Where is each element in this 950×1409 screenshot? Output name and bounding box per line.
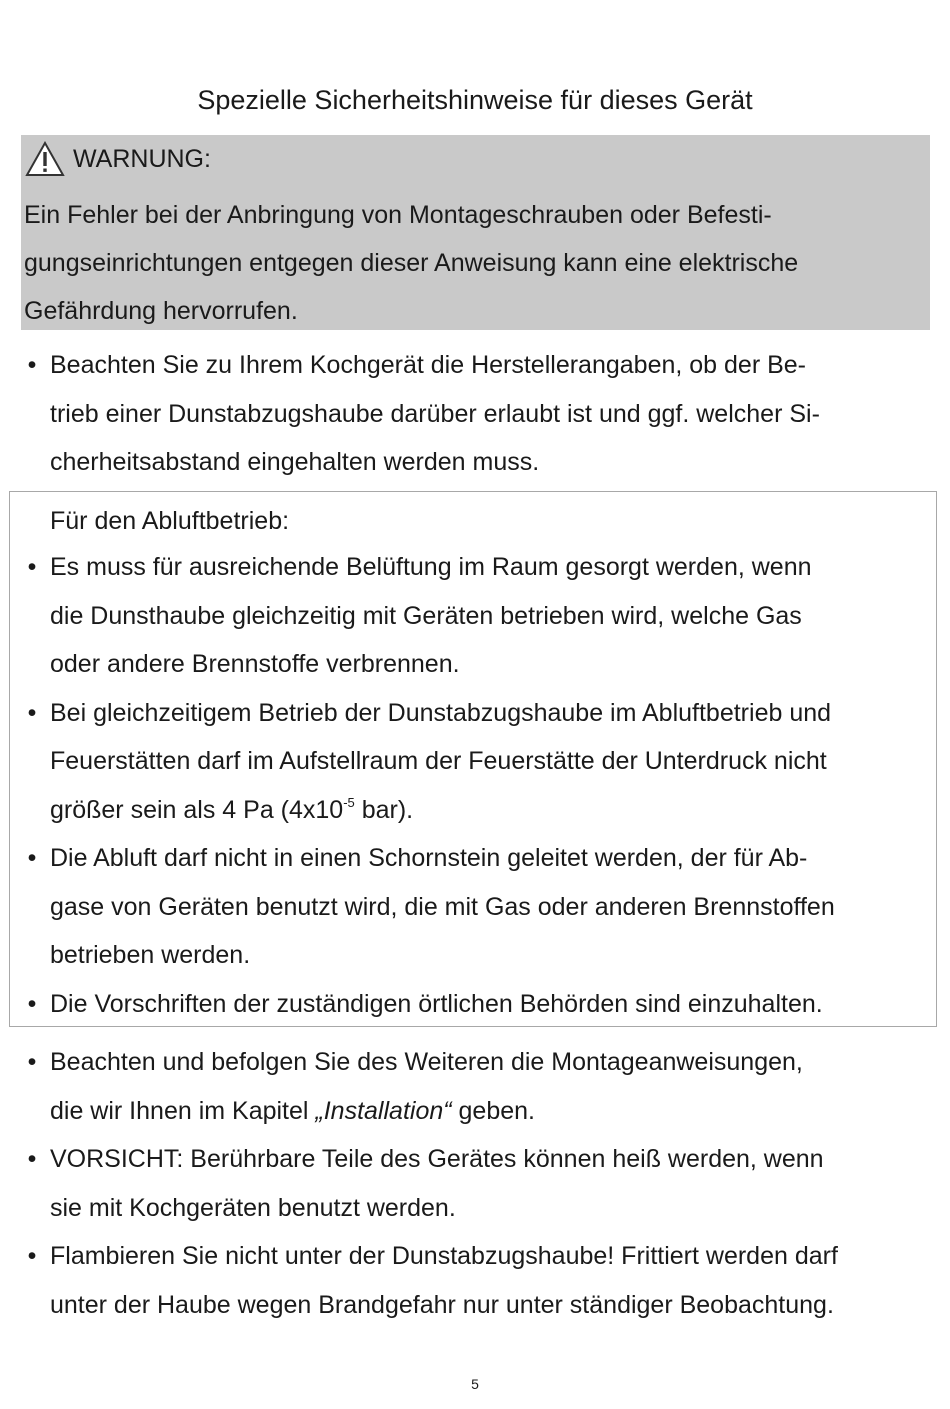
list-item-line: betrieben werden. — [50, 941, 251, 969]
list-item-line: Feuerstätten darf im Aufstellraum der Feuerstätte der Unterdruck nicht — [50, 747, 827, 775]
text-span: Berührbare Teile des Gerätes können heiß werden, wenn — [183, 1145, 824, 1173]
chapter-reference: „Installation“ — [315, 1096, 452, 1125]
abluft-heading: Für den Abluftbetrieb: — [50, 507, 290, 535]
list-item-line: gase von Geräten benutzt wird, die mit Gas oder anderen Brennstoffen — [50, 892, 835, 921]
list-item-line: Es muss für ausreichende Belüftung im Raum gesorgt werden, wenn — [50, 553, 812, 581]
bullet-icon: • — [27, 698, 37, 727]
page-number: 5 — [471, 1376, 479, 1392]
warning-line: Ein Fehler bei der Anbringung von Montageschrauben oder Befesti- — [24, 201, 772, 229]
list-item — [0, 1038, 940, 1135]
exponent: -5 — [343, 794, 355, 810]
warning-label: WARNUNG: — [73, 144, 211, 173]
list-item-line: Flambieren Sie nicht unter der Dunstabzugshaube! Frittiert werden darf — [50, 1242, 838, 1270]
list-item — [0, 1135, 940, 1232]
caution-label: VORSICHT: — [50, 1145, 184, 1173]
text-span: nur unter ständiger Beobachtung. — [455, 1290, 834, 1319]
list-item — [0, 834, 940, 980]
list-item — [0, 543, 940, 689]
text-span: geben. — [451, 1096, 535, 1125]
fire-hazard-term: Brandgefahr — [318, 1290, 456, 1319]
list-item-line — [50, 786, 940, 835]
warning-line: gungseinrichtungen entgegen dieser Anweisung kann eine elektrische — [24, 249, 799, 277]
bullet-list-abluft — [0, 543, 940, 1028]
list-item-line — [50, 1135, 940, 1184]
warning-box — [21, 135, 930, 330]
text-span: unter der Haube wegen — [50, 1290, 319, 1319]
bullet-icon: • — [27, 844, 37, 872]
list-item-line — [50, 1087, 940, 1136]
bullet-list-bottom — [0, 1038, 940, 1329]
list-item — [0, 980, 940, 1029]
list-item-line: sie mit Kochgeräten benutzt werden. — [50, 1193, 456, 1222]
warning-line: Gefährdung hervorrufen. — [24, 297, 298, 325]
list-item-line: Die Vorschriften der zuständigen örtlichen Behörden sind einzuhalten. — [50, 989, 823, 1018]
bullet-list-top — [0, 341, 940, 487]
list-item-line: cherheitsabstand eingehalten werden muss. — [50, 448, 540, 476]
list-item — [0, 1232, 940, 1329]
text-span: die wir Ihnen im Kapitel — [50, 1096, 316, 1125]
page-title: Spezielle Sicherheitshinweise für dieses Gerät — [197, 85, 753, 115]
bullet-icon: • — [27, 553, 37, 581]
list-item-line: Die Abluft darf nicht in einen Schornstein geleitet werden, der für Ab- — [50, 844, 808, 872]
list-item-line: Bei gleichzeitigem Betrieb der Dunstabzugshaube im Abluftbetrieb und — [50, 698, 832, 727]
list-item-line: Beachten Sie zu Ihrem Kochgerät die Herstellerangaben, ob der Be- — [50, 351, 807, 379]
pressure-unit: bar). — [354, 795, 414, 824]
warning-heading — [25, 139, 211, 179]
list-item-line: oder andere Brennstoffe verbrennen. — [50, 650, 460, 678]
list-item — [0, 689, 940, 835]
list-item-line: trieb einer Dunstabzugshaube darüber erlaubt ist und ggf. welcher Si- — [50, 399, 820, 428]
list-item-line: Beachten und befolgen Sie des Weiteren die Montageanweisungen, — [50, 1048, 803, 1076]
list-item — [0, 341, 940, 487]
warning-triangle-icon — [25, 141, 73, 177]
bullet-icon: • — [27, 1048, 37, 1076]
warning-text — [24, 191, 924, 335]
bullet-icon: • — [27, 989, 37, 1018]
bullet-icon: • — [27, 1242, 37, 1270]
pressure-text: größer sein als 4 Pa (4x10 — [50, 795, 344, 824]
list-item-line — [50, 1281, 940, 1330]
bullet-icon: • — [27, 351, 37, 379]
bullet-icon: • — [27, 1145, 37, 1173]
list-item-line: die Dunsthaube gleichzeitig mit Geräten betrieben wird, welche Gas — [50, 601, 802, 630]
